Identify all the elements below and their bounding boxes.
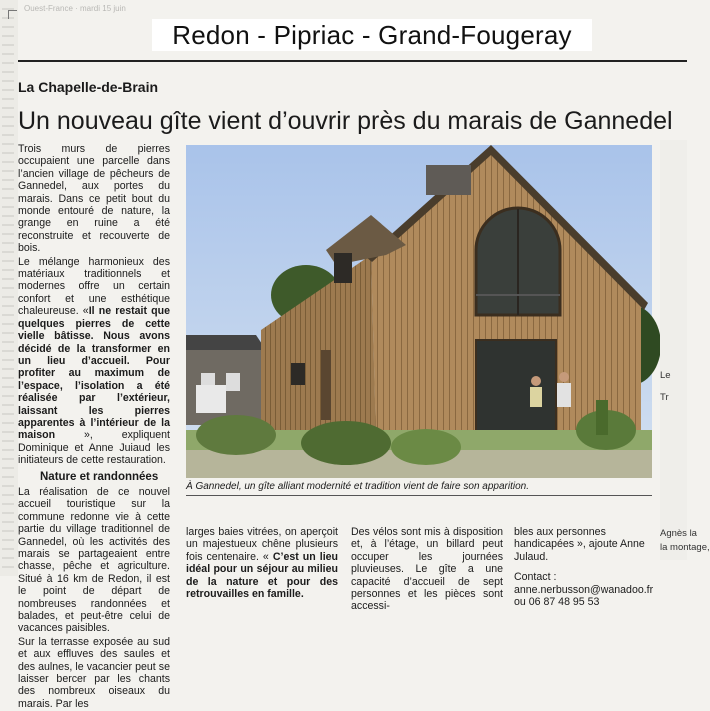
article-kicker: La Chapelle-de-Brain bbox=[18, 79, 159, 95]
paragraph: La réalisation de ce nouvel accueil touristique sur la commune redonne vie à cette partie du village traditionnel de Gannedel, où les activités des marais se partageaient entre chasse, pêche et agriculture. Situé à 16 km de Redon, il est le point de départ de nombreuses randonnées et balades, et peut-être celui de vacances paisibles. bbox=[18, 485, 170, 635]
article-column-4 bbox=[514, 526, 664, 609]
paragraph: Trois murs de pierres occupaient une parcelle dans l’ancien village de pêcheurs de Gannedel, aux portes du marais. Dans ce petit bout du monde entouré de nature, la grange en ruine a été reconstruite et recouverte de bois. bbox=[18, 143, 170, 255]
article-photo bbox=[186, 145, 652, 478]
article-column-3 bbox=[351, 526, 503, 614]
paragraph: bles aux personnes handicapées », ajoute Anne Julaud. bbox=[514, 526, 645, 563]
adjacent-page-bleed: Le Tr Agnès la la montage, bbox=[660, 140, 687, 560]
crop-mark bbox=[8, 10, 17, 19]
left-gutter bbox=[0, 0, 18, 576]
quote-text: Il ne restait que quelques pierres de cette vielle bâtisse. Nous avons décidé de la transformer en un lieu d’accueil. Pour profiter au maximum de l’espace, l’isolation a été réalisée par l’extérieur, laissant les pierres apparentes à l’intérieur de la maison bbox=[18, 305, 170, 442]
paragraph: Le mélange harmonieux des matériaux traditionnels et modernes offre un certain confort et une esthétique chaleureuse. «Il ne restait que quelques pierres de cette vielle bâtisse. Nous avons décidé de la transformer en un lieu d’accueil. Pour profiter au maximum de l’espace, l’isolation a été réalisée par l’extérieur, laissant les pierres apparentes à l’intérieur de la maison », expliquent Dominique et Anne Juiaud les initiateurs de cette restauration. bbox=[18, 255, 170, 467]
paragraph: Sur la terrasse exposée au sud et aux effluves des saules et des aulnes, le vacancier peut se laisser bercer par les chants des nombreux oiseaux du marais. Par les bbox=[18, 635, 170, 710]
section-header bbox=[152, 19, 592, 51]
article-headline: Un nouveau gîte vient d’ouvrir près du marais de Gannedel bbox=[18, 107, 673, 135]
caption-divider bbox=[186, 495, 652, 496]
contact-info: Contact : anne.nerbusson@wanadoo.fr ou 06 87 48 95 53 bbox=[514, 571, 654, 609]
bleed-through-text: Ouest-France · mardi 15 juin bbox=[24, 4, 126, 13]
quote-text: C’est un lieu idéal pour un séjour au milieu de la nature et pour des retrouvailles en famille. bbox=[186, 550, 338, 601]
article-column-1 bbox=[18, 143, 170, 711]
subheading: Nature et randonnées bbox=[40, 470, 159, 483]
section-title: Redon - Pipriac - Grand-Fougeray bbox=[172, 19, 572, 50]
photo-caption: À Gannedel, un gîte alliant modernité et tradition vient de faire son apparition. bbox=[186, 481, 529, 492]
paragraph: larges baies vitrées, on aperçoit un majestueux chêne plusieurs fois centenaire. « C’est un lieu idéal pour un séjour au milieu de la nature et pour des retrouvailles en famille. bbox=[186, 526, 338, 601]
paragraph: Des vélos sont mis à disposition et, à l’étage, un billard peut occuper les journées pluvieuses. Le gîte a une capacité d’accueil de sept personnes et les pièces sont accessi- bbox=[351, 526, 503, 613]
article-column-2 bbox=[186, 526, 338, 601]
header-divider bbox=[18, 60, 687, 62]
house-illustration bbox=[186, 145, 652, 478]
